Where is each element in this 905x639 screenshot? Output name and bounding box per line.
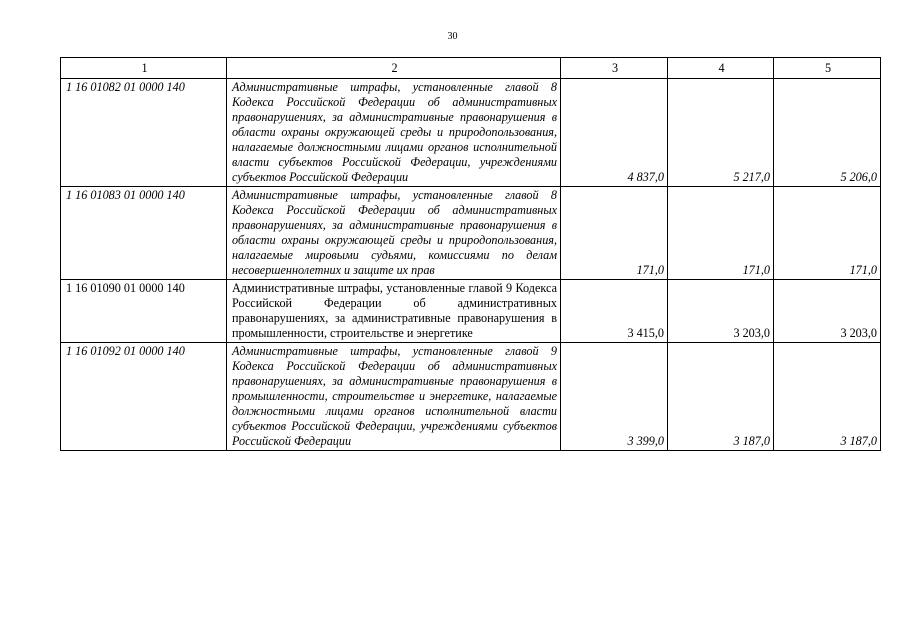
row-value-col4: 3 187,0 bbox=[668, 343, 774, 451]
row-description: Административные штрафы, установленные главой 8 Кодекса Российской Федерации об административных правонарушениях, за административные правонарушения в области охраны окружающей среды и природопользования, налагаемые должностными лицами органов исполнительной власти субъектов Российской Федерации, учреждениями субъектов Российской Федерации bbox=[227, 79, 561, 187]
column-header-5: 5 bbox=[774, 58, 881, 79]
row-value-col5: 171,0 bbox=[774, 187, 881, 280]
table-row bbox=[61, 343, 881, 451]
table-row bbox=[61, 280, 881, 343]
header-row bbox=[61, 58, 881, 79]
column-header-3: 3 bbox=[561, 58, 668, 79]
budget-table bbox=[60, 57, 881, 451]
row-value-col5: 3 203,0 bbox=[774, 280, 881, 343]
table-body bbox=[61, 79, 881, 451]
row-code: 1 16 01090 01 0000 140 bbox=[61, 280, 227, 343]
row-value-col4: 3 203,0 bbox=[668, 280, 774, 343]
table-row bbox=[61, 79, 881, 187]
row-value-col5: 5 206,0 bbox=[774, 79, 881, 187]
row-description: Административные штрафы, установленные главой 9 Кодекса Российской Федерации об административных правонарушениях, за административные правонарушения в промышленности, строительстве и энергетике, налагаемые должностными лицами органов исполнительной власти субъектов Российской Федерации, учреждениями субъектов Российской Федерации bbox=[227, 343, 561, 451]
row-code: 1 16 01092 01 0000 140 bbox=[61, 343, 227, 451]
row-code: 1 16 01083 01 0000 140 bbox=[61, 187, 227, 280]
column-header-1: 1 bbox=[61, 58, 227, 79]
column-header-4: 4 bbox=[668, 58, 774, 79]
page-number: 30 bbox=[447, 31, 458, 42]
row-description: Административные штрафы, установленные главой 9 Кодекса Российской Федерации об административных правонарушениях, за административные правонарушения в промышленности, строительстве и энергетике bbox=[227, 280, 561, 343]
row-code: 1 16 01082 01 0000 140 bbox=[61, 79, 227, 187]
row-description: Административные штрафы, установленные главой 8 Кодекса Российской Федерации об административных правонарушениях, за административные правонарушения в области охраны окружающей среды и природопользования, налагаемые мировыми судьями, комиссиями по делам несовершеннолетних и защите их прав bbox=[227, 187, 561, 280]
table-row bbox=[61, 187, 881, 280]
table-header bbox=[61, 58, 881, 79]
row-value-col3: 3 399,0 bbox=[561, 343, 668, 451]
row-value-col3: 4 837,0 bbox=[561, 79, 668, 187]
row-value-col4: 5 217,0 bbox=[668, 79, 774, 187]
row-value-col3: 3 415,0 bbox=[561, 280, 668, 343]
row-value-col3: 171,0 bbox=[561, 187, 668, 280]
row-value-col5: 3 187,0 bbox=[774, 343, 881, 451]
column-header-2: 2 bbox=[227, 58, 561, 79]
row-value-col4: 171,0 bbox=[668, 187, 774, 280]
